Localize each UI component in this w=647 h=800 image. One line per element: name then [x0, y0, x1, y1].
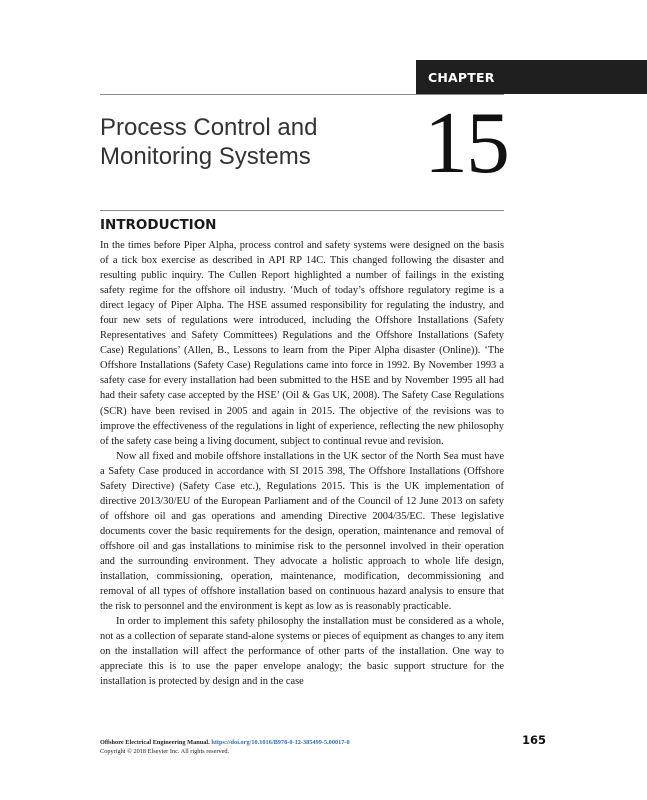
paragraph: Now all fixed and mobile offshore installations in the UK sector of the North Sea must have a Safety Case produced in accordance with SI 2015 398, The Offshore Installations (Offshore Safety Directive) (Safety Case etc.), Regulations 2015. This is the UK implementation of directive 2013/30/EU of the European Parliament and of the Council of 12 June 2013 on safety of offshore oil and gas operations and amending Directive 2004/35/EC. These legislative documents cover the basic requirements for the design, operation, maintenance and removal of offshore oil and gas installations to minimise risk to the personnel involved in their operation and the surrounding environment. They advocate a holistic approach to whole life design, installation, commissioning, operation, maintenance, modification, decommissioning and removal of all types of offshore installation based on continuous hazard analysis to ensure that the risk to personnel and the environment is kept as low as is reasonably practicable. [100, 450, 504, 613]
chapter-title [100, 113, 390, 171]
chapter-title-line-2: Monitoring Systems [100, 143, 311, 170]
chapter-label-tab [416, 60, 647, 94]
section-heading: INTRODUCTION [100, 217, 217, 233]
doi-link[interactable]: https://doi.org/10.1016/B978-0-12-385499-5.00017-0 [211, 739, 350, 746]
paragraph: In order to implement this safety philosophy the installation must be considered as a whole, not as a collection of separate stand-alone systems or pieces of equipment as changes to any item on the installation will affect the performance of other parts of the installation. One way to appreciate this is to use the paper envelope analogy; the basic support structure for the installation is protected by design and in the case [100, 616, 504, 688]
page-number: 165 [522, 733, 547, 747]
chapter-number: 15 [424, 95, 508, 192]
title-divider [100, 210, 504, 211]
book-title: Offshore Electrical Engineering Manual. [100, 739, 210, 746]
chapter-title-line-1: Process Control and [100, 114, 318, 141]
copyright-notice: Copyright © 2018 Elsevier Inc. All rights reserved. [100, 748, 230, 755]
paragraph: In the times before Piper Alpha, process control and safety systems were designed on the basis of a tick box exercise as described in API RP 14C. This changed following the disaster and resulting public inquiry. The Cullen Report highlighted a number of failings in the existing safety regime for the offshore oil industry. ‘Much of today’s offshore regulatory regime is a direct legacy of Piper Alpha. The HSE assumed responsibility for regulating the industry, and four new sets of regulations were introduced, including the Offshore Installations (Safety Representatives and Safety Committees) Regulations and the Offshore Installations (Safety Case) Regulations’ (Allen, B., Lessons to learn from the Piper Alpha disaster (Online)). ‘The Offshore Installations (Safety Case) Regulations came into force in 1992. By November 1993 a safety case for every installation had been submitted to the HSE and by November 1995 all had had their safety case accepted by the HSE’ (Oil & Gas UK, 2008). The Safety Case Regulations (SCR) have been revised in 2005 and again in 2015. The objective of the revisions was to improve the effectiveness of the regulations in light of experience, reflecting the new philosophy of the safety case being a living document, subject to continual revue and revision. [100, 240, 504, 447]
footer-citation [100, 738, 500, 756]
body-text [100, 238, 504, 689]
chapter-label: CHAPTER [428, 69, 495, 85]
